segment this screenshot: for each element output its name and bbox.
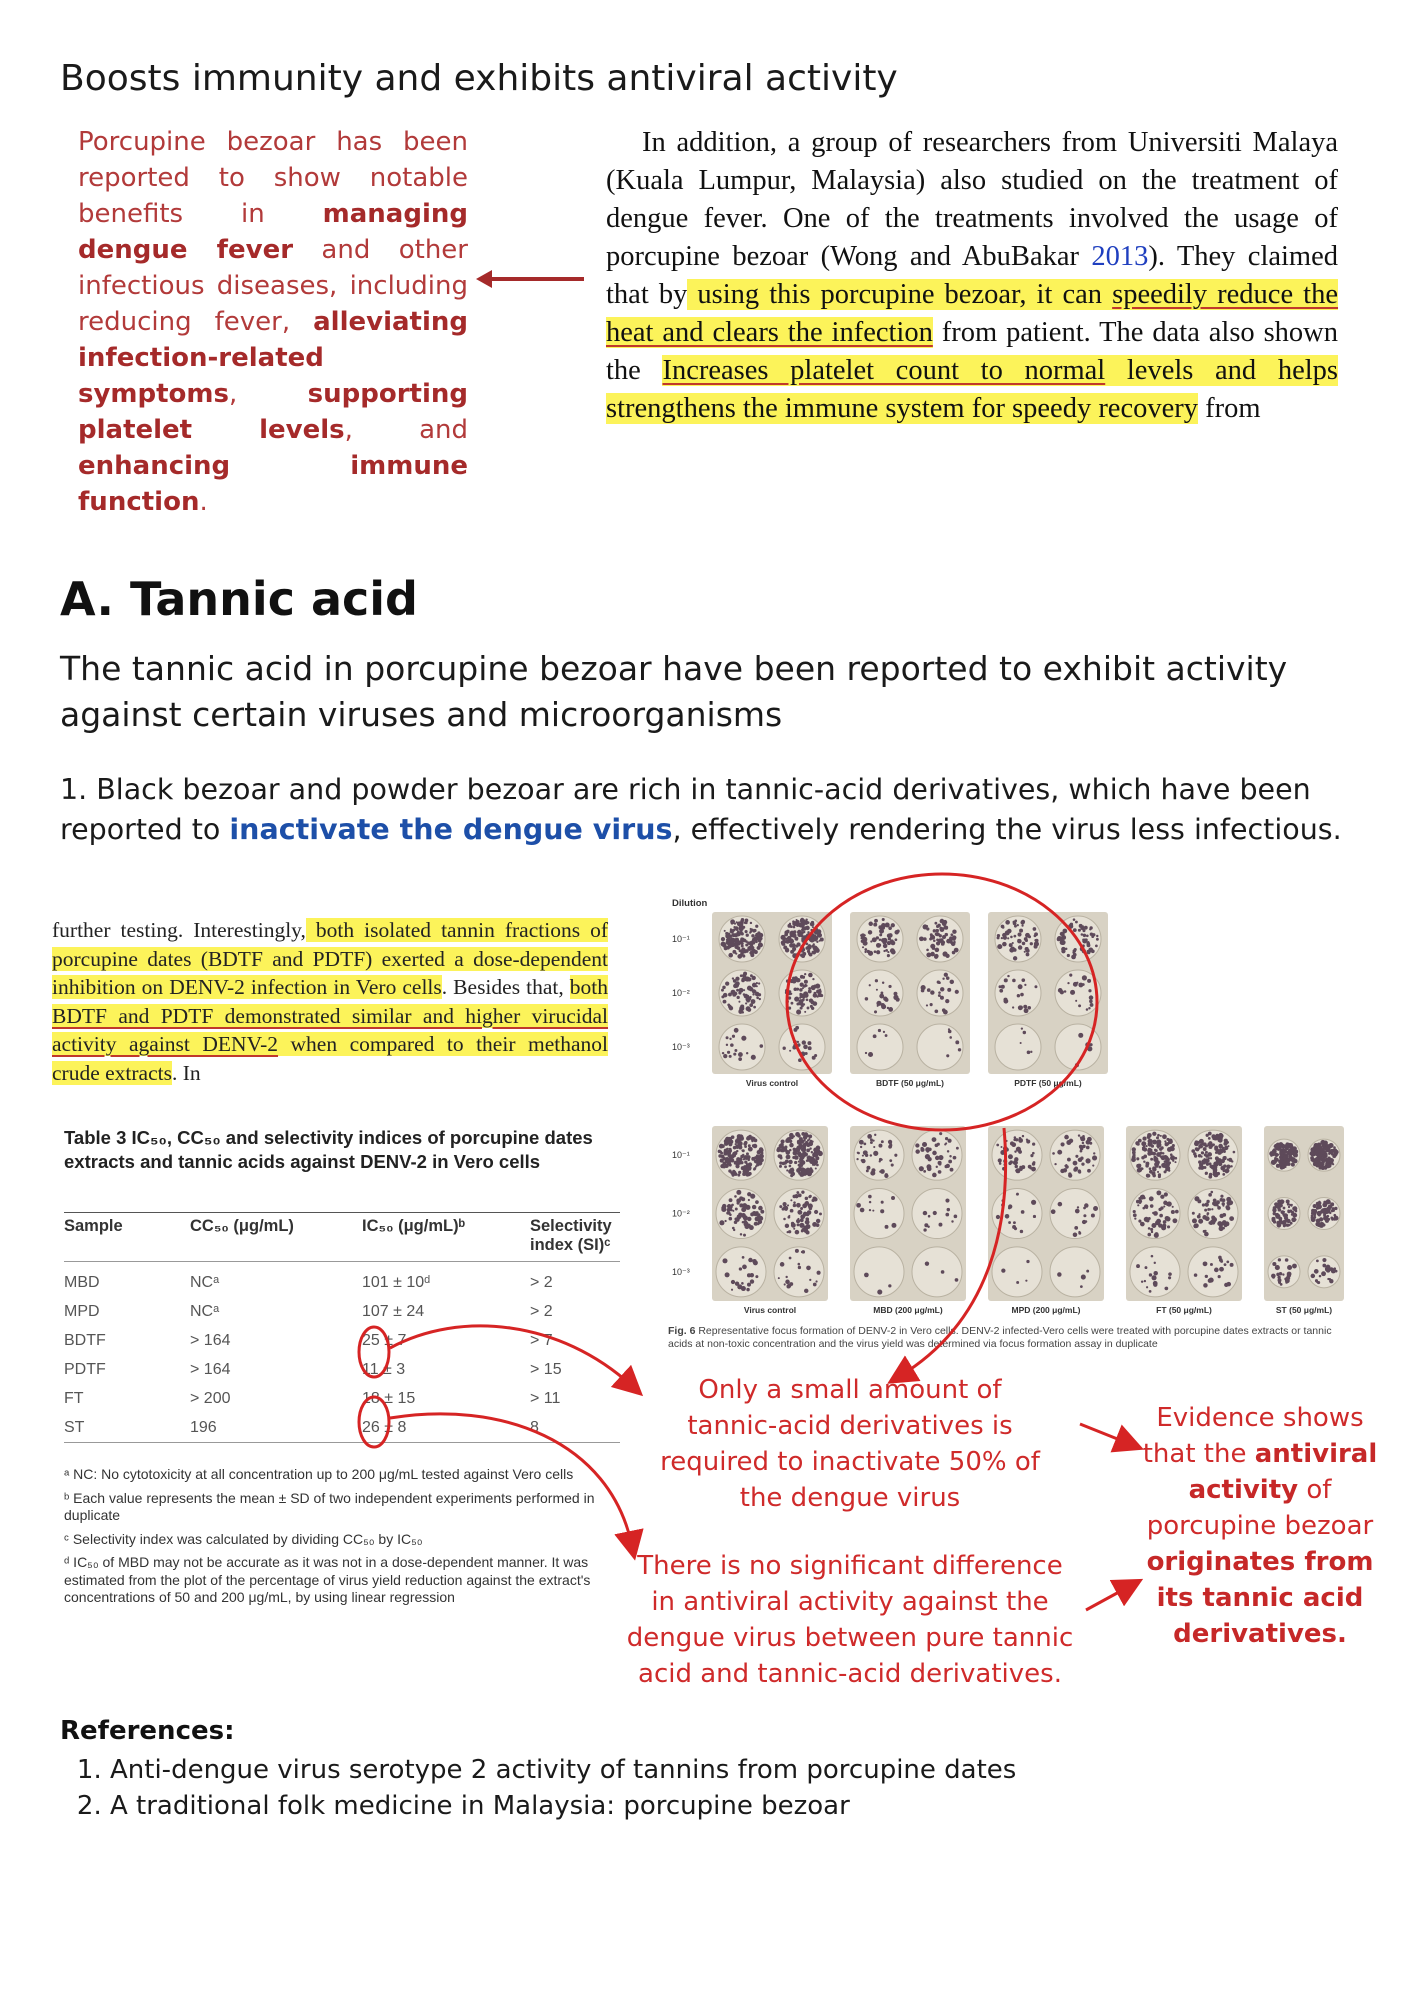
panel-label: MBD (200 μg/mL) bbox=[873, 1305, 943, 1315]
footnote: ᵇ Each value represents the mean ± SD of two independent experiments performed in duplicate bbox=[64, 1489, 595, 1523]
point-1: 1. Black bezoar and powder bezoar are rich in tannic-acid derivatives, which have been reported to inactivate the dengue virus, effectively rendering the virus less infectious. bbox=[60, 773, 1342, 846]
arrow-icon bbox=[390, 1326, 632, 1386]
dilution-tick: 10⁻³ bbox=[672, 1266, 690, 1277]
table-header: Sample bbox=[64, 1213, 190, 1262]
dilution-tick: 10⁻² bbox=[672, 988, 690, 998]
panel-label: Virus control bbox=[745, 1078, 799, 1088]
table-row: MBD NCᵃ 101 ± 10ᵈ > 2 bbox=[64, 1273, 553, 1291]
reference-item: 2. A traditional folk medicine in Malaysia: porcupine bezoar bbox=[110, 1788, 1016, 1824]
excerpt-universiti-malaya: In addition, a group of researchers from Universiti Malaya (Kuala Lumpur, Malaysia) also studied on the treatment of dengue fever. One of the treatments involved the usage of porcupine bezoar (Wong and AbuBakar 2013). They claimed that by using this porcupine bezoar, it can speedily reduce the heat and clears the infection from patient. The data also shown the Increases platelet count to normal levels and helps strengthens the immune system for speedy recovery from bbox=[606, 127, 1339, 424]
table-row: BDTF > 164 25 ± 7 > 7 bbox=[64, 1331, 553, 1349]
section-subtitle: The tannic acid in porcupine bezoar have been reported to exhibit activity against certain viruses and microorganisms bbox=[60, 649, 1288, 734]
intro-summary: Porcupine bezoar has been reported to show notable benefits in managing dengue fever and other infectious diseases, including reducing fever, alleviating infection-related symptoms, supporting platelet levels, and enhancing immune function. bbox=[78, 127, 468, 517]
dilution-tick: 10⁻¹ bbox=[672, 934, 690, 944]
table-header: IC₅₀ (μg/mL)ᵇ bbox=[362, 1213, 530, 1262]
table-3-title: Table 3 IC₅₀, CC₅₀ and selectivity indices of porcupine dates extracts and tannic acids against DENV-2 in Vero cells bbox=[64, 1127, 593, 1172]
table-row: ST 196 26 ± 8 8 bbox=[64, 1413, 620, 1443]
table-header: Selectivity index (SI)ᶜ bbox=[530, 1213, 620, 1262]
dilution-tick: 10⁻³ bbox=[672, 1042, 690, 1052]
arrow-icon bbox=[1080, 1424, 1130, 1444]
panel-label: ST (50 μg/mL) bbox=[1275, 1305, 1333, 1315]
panel-label: PDTF (50 μg/mL) bbox=[1014, 1078, 1082, 1088]
arrow-icon bbox=[900, 1128, 1006, 1376]
references-list bbox=[82, 1752, 1016, 1824]
panel-label: FT (50 μg/mL) bbox=[1156, 1305, 1212, 1315]
highlight-circle bbox=[787, 874, 1097, 1130]
dilution-tick: 10⁻¹ bbox=[672, 1150, 690, 1161]
table-row: PDTF > 164 11 ± 3 > 15 bbox=[64, 1360, 562, 1378]
dilution-label: Dilution bbox=[672, 898, 708, 909]
reference-item: 1. Anti-dengue virus serotype 2 activity of tannins from porcupine dates bbox=[110, 1752, 1016, 1788]
section-title: A. Tannic acid bbox=[60, 572, 418, 626]
footnote: ᵃ NC: No cytotoxicity at all concentration up to 200 μg/mL tested against Vero cells bbox=[64, 1466, 574, 1482]
top-heading: Boosts immunity and exhibits antiviral activity bbox=[60, 58, 898, 99]
arrow-icon bbox=[1086, 1586, 1130, 1610]
table-row: FT > 200 18 ± 15 > 11 bbox=[64, 1389, 561, 1407]
references-heading: References: bbox=[60, 1716, 235, 1746]
excerpt-tannin-fractions: further testing. Interestingly, both isolated tannin fractions of porcupine dates (BDTF and PDTF) exerted a dose-dependent inhibition on DENV-2 infection in Vero cells. Besides that, both BDTF and PDTF demonstrated similar and higher virucidal activity against DENV-2 when compared to their methanol crude extracts. In bbox=[52, 918, 608, 1085]
panel-label: BDTF (50 μg/mL) bbox=[875, 1078, 945, 1088]
panel-label: Virus control bbox=[743, 1305, 797, 1315]
arrow-icon bbox=[390, 1414, 632, 1546]
highlight-circle bbox=[359, 1397, 389, 1447]
table-row: MPD NCᵃ 107 ± 24 > 2 bbox=[64, 1302, 553, 1320]
table-header: CC₅₀ (μg/mL) bbox=[190, 1213, 362, 1262]
annotation-no-difference: There is no significant difference in antiviral activity against the dengue virus between pure tannic acid and tannic-acid derivatives. bbox=[626, 1551, 1074, 1689]
panel-label: MPD (200 μg/mL) bbox=[1011, 1305, 1081, 1315]
annotation-small-amount: Only a small amount of tannic-acid derivatives is required to inactivate 50% of the dengue virus bbox=[660, 1375, 1040, 1513]
footnote: ᵈ IC₅₀ of MBD may not be accurate as it was not in a dose-dependent manner. It was estimated from the plot of the percentage of virus yield reduction against the extract's concentrations of 50 and 200 μg/mL, by using linear regression bbox=[64, 1554, 591, 1605]
annotation-evidence: Evidence shows that the antiviral activity of porcupine bezoar originates from its tannic acid derivatives. bbox=[1142, 1403, 1378, 1649]
highlight-circle bbox=[359, 1327, 389, 1377]
figure-6-caption: Fig. 6 Representative focus formation of DENV-2 in Vero cells. DENV-2 infected-Vero cells were treated with porcupine dates extracts or tannic acids at non-toxic concentration and the virus yield was determined via focus formation assay in duplicate bbox=[668, 1325, 1332, 1350]
footnote: ᶜ Selectivity index was calculated by dividing CC₅₀ by IC₅₀ bbox=[64, 1530, 423, 1547]
dilution-tick: 10⁻² bbox=[672, 1208, 690, 1219]
